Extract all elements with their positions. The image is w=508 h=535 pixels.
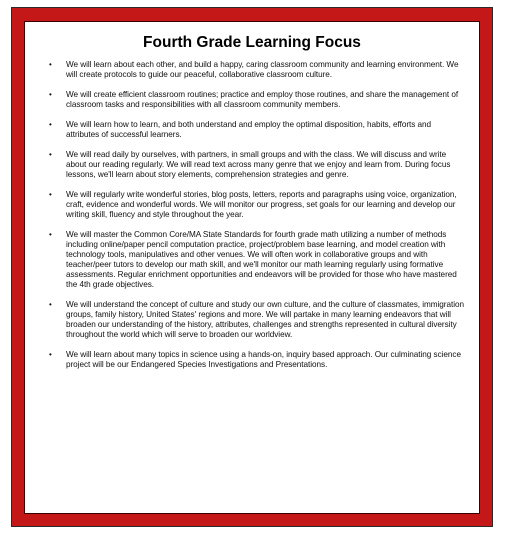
red-border-frame [11, 7, 493, 527]
list-item-text: We will create efficient classroom routines; practice and employ those routines, and share the management of classroom tasks and responsibilities with all classroom community members. [66, 90, 459, 109]
learning-focus-list [47, 60, 465, 380]
list-item [47, 150, 465, 180]
list-item-text: We will learn how to learn, and both understand and employ the optimal disposition, habits, efforts and attributes of successful learners. [66, 120, 432, 139]
bullet-icon: • [49, 190, 52, 199]
list-item-text: We will read daily by ourselves, with partners, in small groups and with the class. We will discuss and write about our reading regularly. We will read text across many genre that we enjoy and learn from. During focus lessons, we'll learn about story elements, comprehension strategies and genre. [66, 150, 451, 179]
list-item [47, 120, 465, 140]
list-item-text: We will learn about each other, and build a happy, caring classroom community and learning environment. We will create protocols to guide our peaceful, collaborative classroom culture. [66, 60, 459, 79]
list-item [47, 190, 465, 220]
list-item-text: We will understand the concept of culture and study our own culture, and the culture of classmates, immigration groups, family history, United States' regions and more. We will partake in many learning endeavors that will broaden our understanding of the history, attributes, challenges and strengths represented in cultural diversity throughout the world which will serve to broaden our worldview. [66, 300, 464, 339]
list-item-text: We will master the Common Core/MA State Standards for fourth grade math utilizing a number of methods including online/paper pencil computation practice, project/problem base learning, and model creation with technology tools, manipulatives and other venues. We will often work in collaborative groups and with teacher/peer tutors to develop our math skill, and we'll monitor our math learning regularly using formative assessments. Regular enrichment opportunities and endeavors will be provided for those who have mastered the 4th grade objectives. [66, 230, 457, 289]
list-item [47, 90, 465, 110]
bullet-icon: • [49, 90, 52, 99]
list-item [47, 300, 465, 340]
document-page [24, 21, 480, 514]
bullet-icon: • [49, 230, 52, 239]
list-item-text: We will learn about many topics in science using a hands-on, inquiry based approach. Our culminating science project will be our Endangered Species Investigations and Presentations. [66, 350, 461, 369]
list-item [47, 230, 465, 290]
bullet-icon: • [49, 350, 52, 359]
bullet-icon: • [49, 300, 52, 309]
list-item-text: We will regularly write wonderful stories, blog posts, letters, reports and paragraphs using voice, organization, craft, evidence and wonderful words. We will monitor our progress, set goals for our learning and develop our writing skill, fluency and style throughout the year. [66, 190, 457, 219]
bullet-icon: • [49, 150, 52, 159]
bullet-icon: • [49, 60, 52, 69]
list-item [47, 350, 465, 370]
page-title: Fourth Grade Learning Focus [143, 34, 361, 51]
bullet-icon: • [49, 120, 52, 129]
list-item [47, 60, 465, 80]
